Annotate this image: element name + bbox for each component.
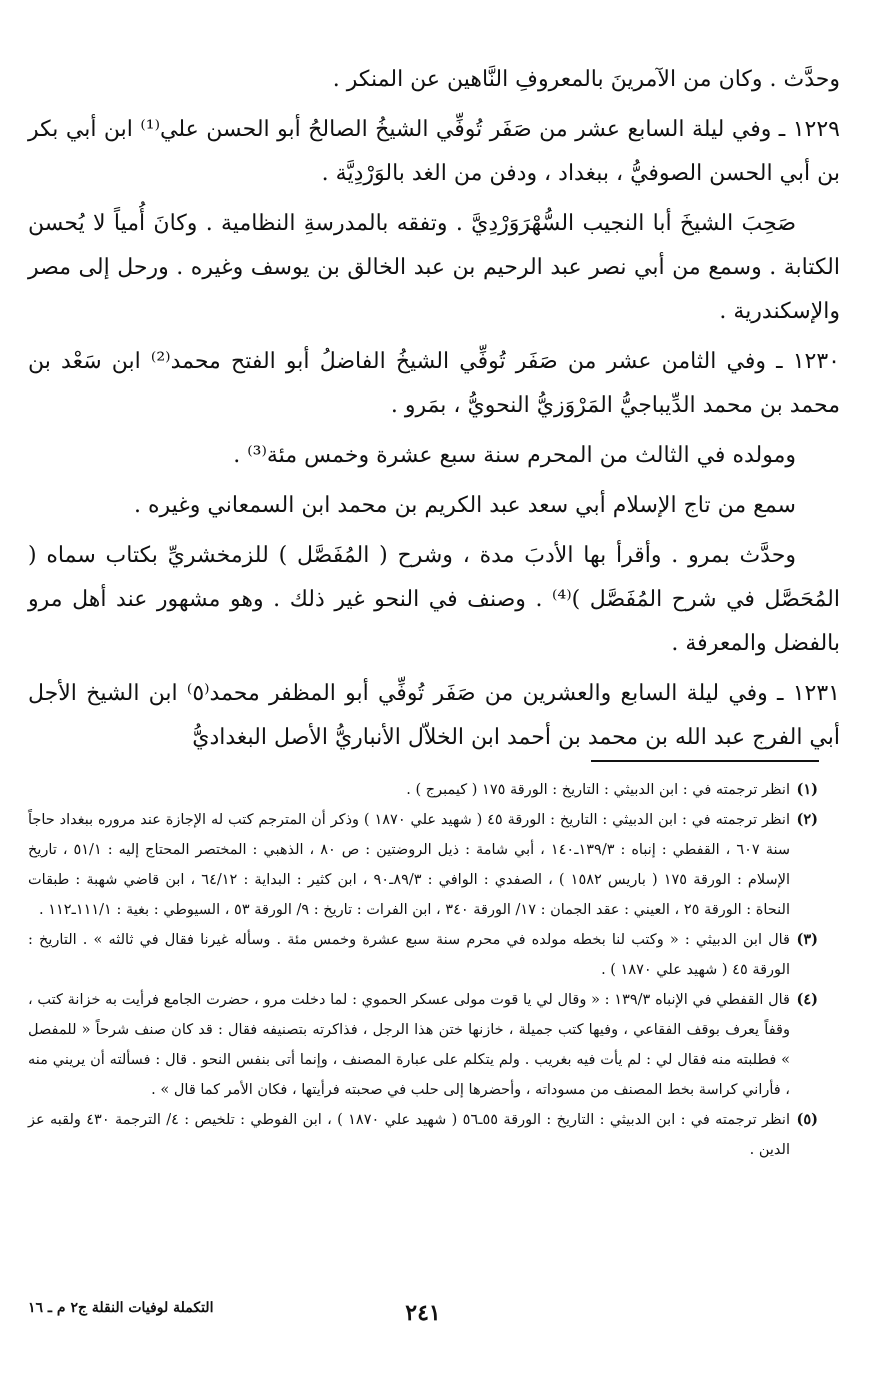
footnote-number: (٣) (796, 931, 818, 948)
footnote (28, 775, 818, 805)
page-footer (28, 1300, 818, 1330)
footnote-text: قال القفطي في الإنباه ١٣٩/٣ : « وقال لي يا قوت مولى عسكر الحموي : لما دخلت مرو ، حضرت الجامع فرأيت به خزانة كتب ، وقفاً يعرف بوقف الفقاعي ، وفيها كتب جميلة ، خازنها ختن هذا الرجل ، فذاكرته بتصنيفه فقال : قد كان صنف شرحاً « للمفصل » فطلبته منه فقال لي : لم يأت فيه بغريب . ولم يتكلم على عبارة المصنف ، وإنما أتى بنفس النحو . قال : فسألته أن يريني منه ، فأراني كراسة بخط المصنف من مسوداته ، وأحضرها إلى حلب في صحبته فرأيتها ، فكان الأمر كما قال » . (28, 992, 790, 1098)
footnote-number: (١) (796, 781, 818, 798)
entry-1229: ١٢٢٩ ـ وفي ليلة السابع عشر من صَفَر تُوفِّي الشيخُ الصالحُ أبو الحسن علي⁽¹⁾ ابن أبي بكر بن أبي الحسن الصوفيُّ ، ببغداد ، ودفن من الغد بالوَرْدِيَّة . (28, 117, 840, 186)
footnotes (28, 775, 818, 1165)
footnote-number: (٥) (796, 1111, 818, 1128)
footnote-text: قال ابن الدبيثي : « وكتب لنا بخطه مولده في محرم سنة سبع عشرة وخمس مئة . وسأله غيرنا فقال في ثالثه » . التاريخ : الورقة ٤٥ ( شهيد علي ١٨٧٠ ) . (28, 932, 790, 978)
footnote (28, 925, 818, 985)
footnote-divider (591, 760, 819, 762)
paragraph: وحدَّث بمرو . وأقرأ بها الأدبَ مدة ، وشرح ( المُفَصَّل ) للزمخشريِّ بكتاب سماه ( المُحَصَّل في شرح المُفَصَّل )⁽⁴⁾ . وصنف في النحو غير ذلك . وهو مشهور عند أهل مرو بالفضل والمعرفة . (28, 543, 840, 656)
running-title: التكملة لوفيات النقلة ج٢ م ـ ١٦ (28, 1300, 214, 1316)
footnote (28, 985, 818, 1105)
footnote (28, 1105, 818, 1165)
paragraph: وحدَّث . وكان من الآمرينَ بالمعروفِ النَّاهين عن المنكر . (332, 67, 840, 92)
footnote-text: انظر ترجمته في : ابن الدبيثي : التاريخ : الورقة ١٧٥ ( كيمبرج ) . (406, 782, 790, 798)
page-number: ٢٤١ (405, 1300, 441, 1326)
paragraph: ومولده في الثالث من المحرم سنة سبع عشرة وخمس مئة⁽³⁾ . (233, 443, 796, 468)
entry-1230: ١٢٣٠ ـ وفي الثامن عشر من صَفَر تُوفِّي الشيخُ الفاضلُ أبو الفتح محمد⁽²⁾ ابن سَعْد بن محمد بن محمد الدِّيباجيُّ المَرْوَزيُّ النحويُّ ، بمَرو . (28, 349, 840, 418)
footnote-number: (٤) (796, 991, 818, 1008)
entry-1231: ١٢٣١ ـ وفي ليلة السابع والعشرين من صَفَر تُوفِّي أبو المظفر محمد⁽٥⁾ ابن الشيخ الأجل أبي الفرج عبد الله بن محمد بن أحمد ابن الخلاّل الأنباريُّ الأصل البغداديُّ (28, 681, 840, 750)
footnote-number: (٢) (796, 811, 818, 828)
paragraph: سمع من تاج الإسلام أبي سعد عبد الكريم بن محمد ابن السمعاني وغيره . (134, 493, 796, 518)
main-text (28, 58, 840, 766)
footnote (28, 805, 818, 925)
paragraph: صَحِبَ الشيخَ أبا النجيب السُّهْرَوَرْدِيَّ . وتفقه بالمدرسةِ النظامية . وكانَ أُمياً لا يُحسن الكتابة . وسمع من أبي نصر عبد الرحيم بن عبد الخالق بن يوسف وغيره . ورحل إلى مصر والإسكندرية . (28, 211, 840, 324)
footnote-text: انظر ترجمته في : ابن الدبيثي : التاريخ : الورقة ٤٥ ( شهيد علي ١٨٧٠ ) وذكر أن المترجم كتب له الإجازة عند مروره ببغداد حاجاً سنة ٦٠٧ ، القفطي : إنباه : ١٣٩/٣ـ١٤٠ ، أبي شامة : ذيل الروضتين : ص ٨٠ ، الذهبي : المختصر المحتاج إليه : ٥١/١ ، تاريخ الإسلام : الورقة ١٧٥ ( باريس ١٥٨٢ ) ، الصفدي : الوافي : ٨٩/٣ـ٩٠ ، ابن كثير : البداية : ٦٤/١٢ ، ابن قاضي شهبة : طبقات النحاة : الورقة ٢٥ ، العيني : عقد الجمان : ١٧/ الورقة ٣٤٠ ، ابن الفرات : تاريخ : ٩/ الورقة ٥٣ ، السيوطي : بغية : ١١١/١ـ١١٢ . (28, 812, 791, 918)
footnote-text: انظر ترجمته في : ابن الدبيثي : التاريخ : الورقة ٥٥ـ٥٦ ( شهيد علي ١٨٧٠ ) ، ابن الفوطي : تلخيص : ٤/ الترجمة ٤٣٠ ولقبه عز الدين . (28, 1112, 790, 1158)
